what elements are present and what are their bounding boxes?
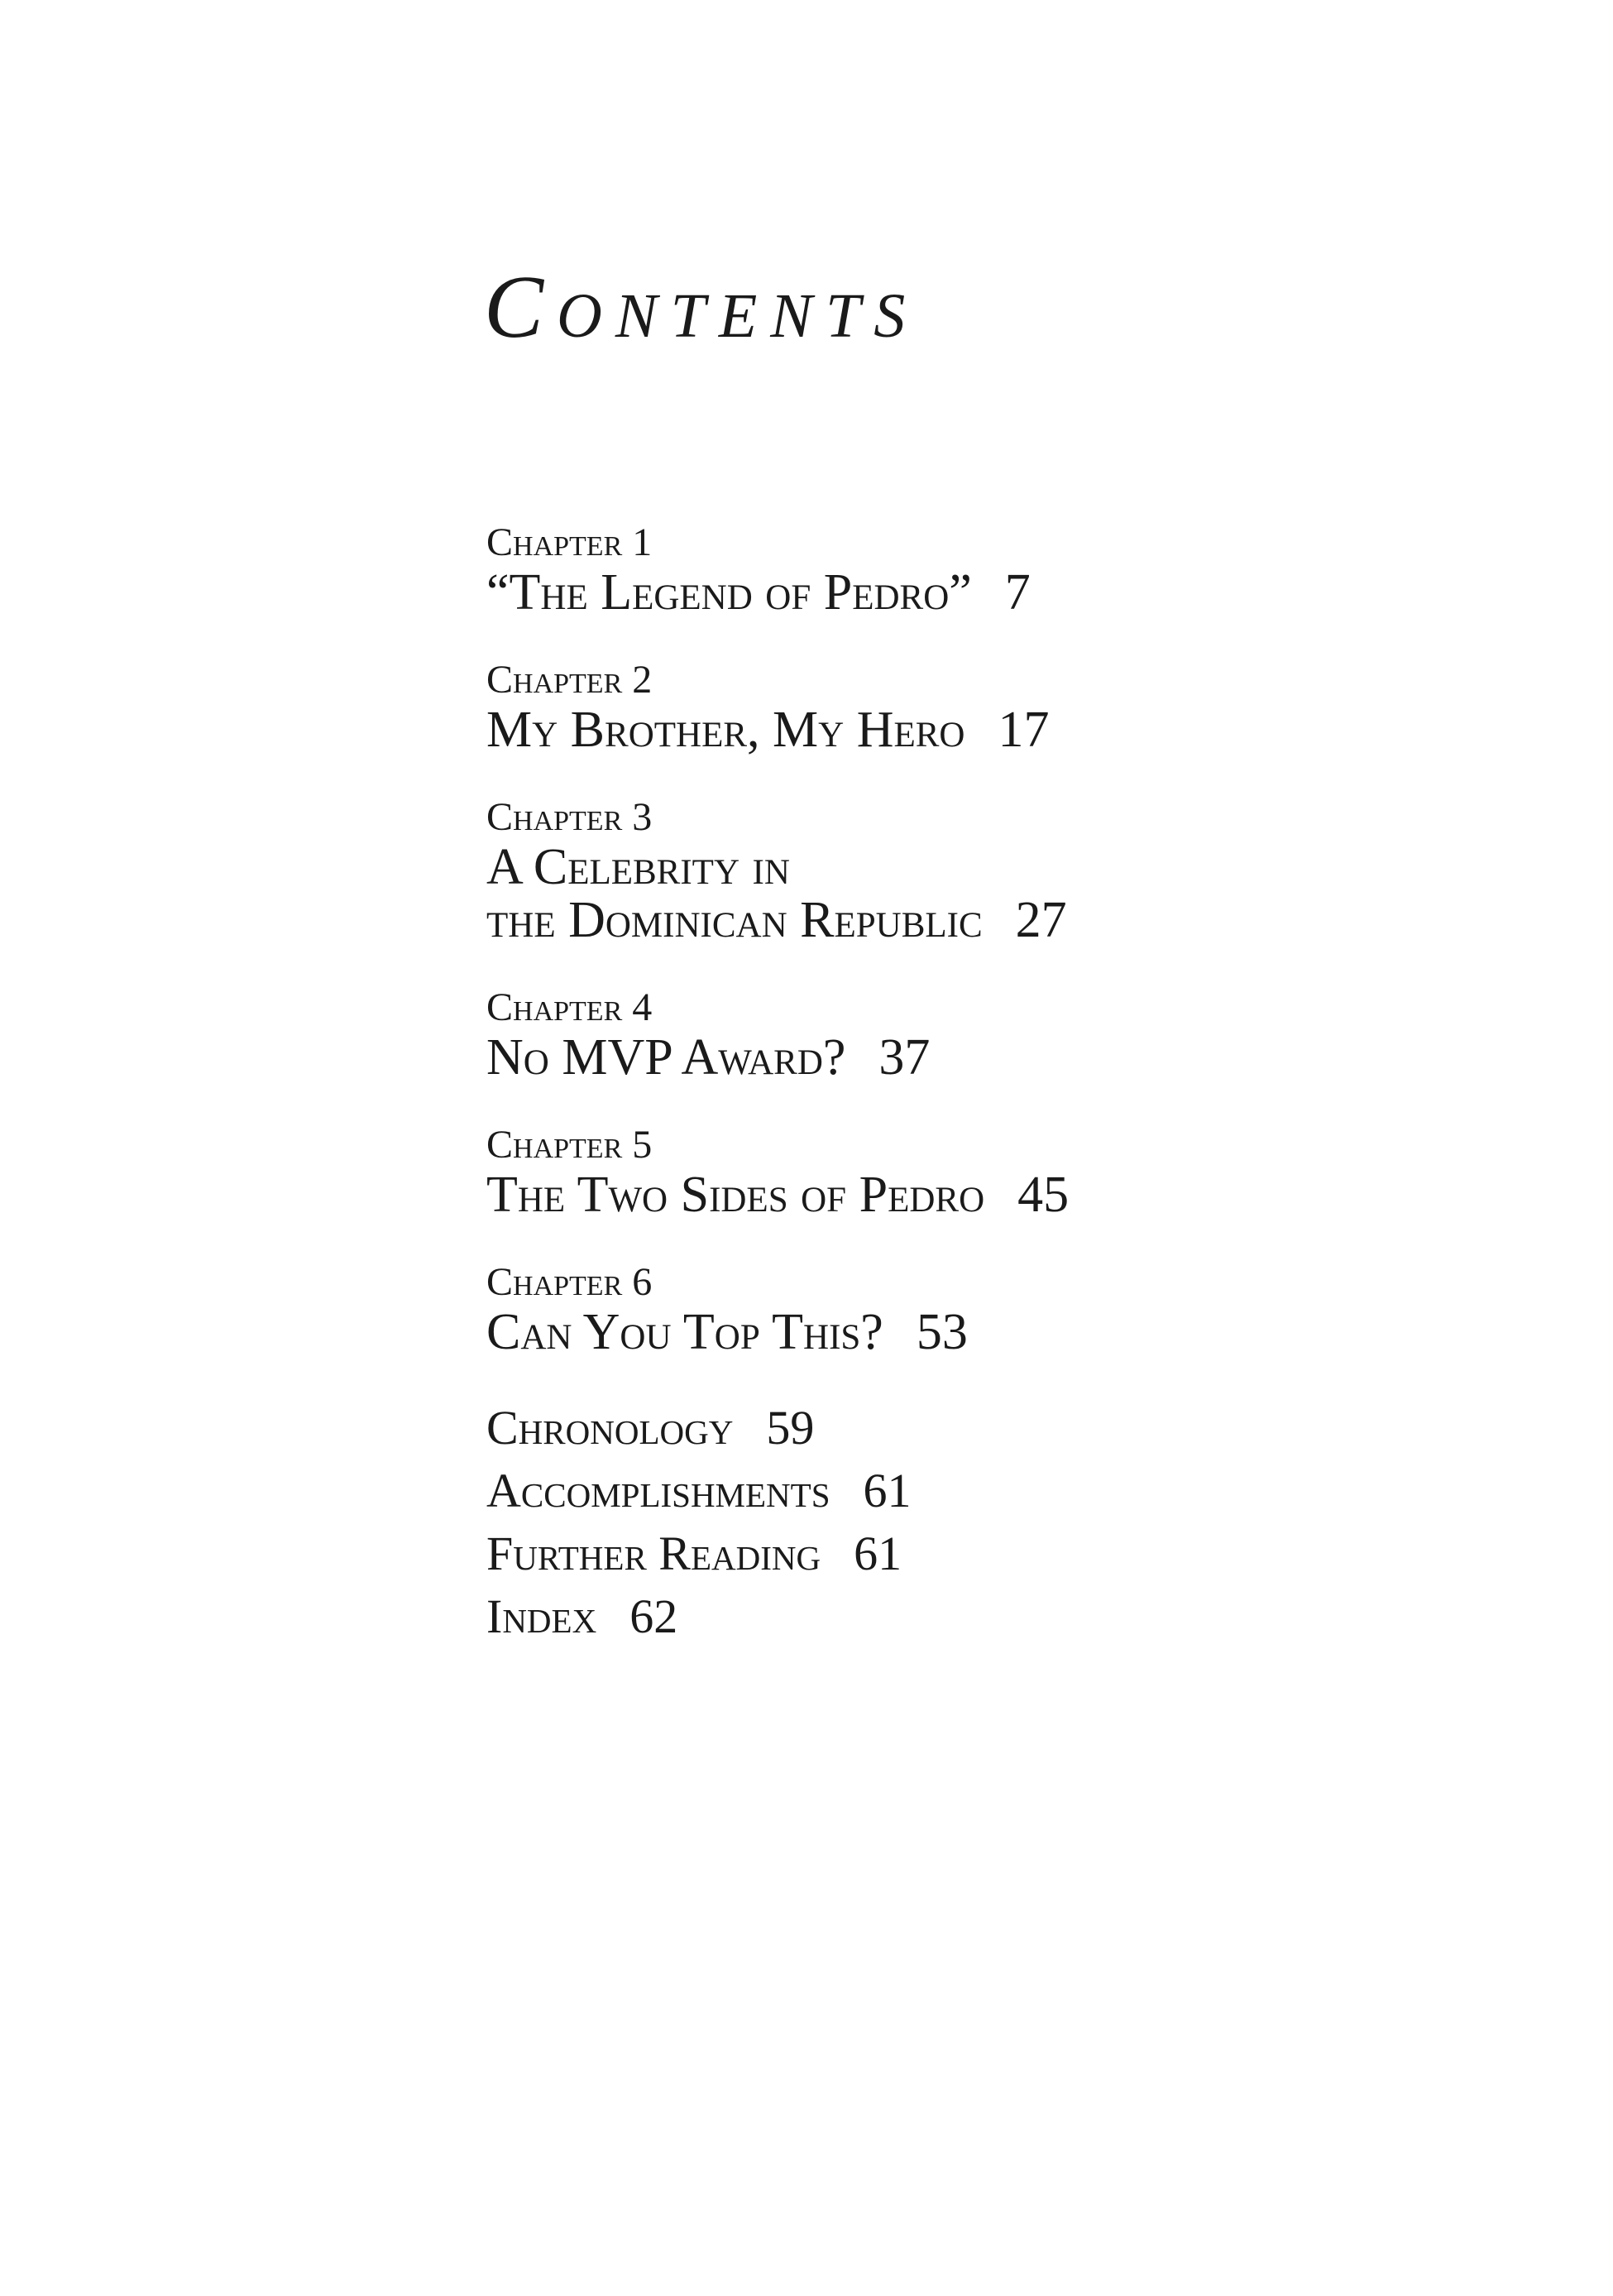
backmatter-title: Accomplishments bbox=[486, 1464, 830, 1517]
chapter-title-text: “The Legend of Pedro” bbox=[486, 564, 972, 621]
chapter-title bbox=[486, 1031, 1479, 1084]
chapter-title bbox=[486, 703, 1479, 756]
chapter-title-text: My Brother, My Hero bbox=[486, 702, 965, 758]
chapter-label: Chapter 3 bbox=[486, 795, 653, 839]
toc-entry-chapter-6[interactable] bbox=[486, 1259, 1479, 1359]
chapter-label: Chapter 4 bbox=[486, 985, 653, 1029]
chapter-title bbox=[486, 1168, 1479, 1221]
chapter-label: Chapter 1 bbox=[486, 520, 653, 564]
chapter-title-text: the Dominican Republic bbox=[486, 892, 983, 948]
chapter-title-line-2 bbox=[486, 894, 1479, 947]
chapter-title bbox=[486, 841, 1479, 947]
backmatter-list bbox=[486, 1397, 1479, 1648]
toc-entry-chapter-5[interactable] bbox=[486, 1122, 1479, 1221]
page-number: 61 bbox=[863, 1464, 912, 1517]
toc-entry-chapter-3[interactable] bbox=[486, 794, 1479, 947]
page-number: 62 bbox=[629, 1589, 678, 1643]
chapter-title-text: No MVP Award? bbox=[486, 1029, 846, 1086]
chapter-title-text: Can You Top This? bbox=[486, 1304, 883, 1360]
chapter-label: Chapter 2 bbox=[486, 658, 653, 702]
toc-entry-chapter-4[interactable] bbox=[486, 985, 1479, 1084]
toc-entry-accomplishments[interactable] bbox=[486, 1460, 1479, 1522]
chapter-title bbox=[486, 566, 1479, 619]
toc-entry-chapter-2[interactable] bbox=[486, 657, 1479, 756]
toc-entry-index[interactable] bbox=[486, 1585, 1479, 1648]
chapter-title bbox=[486, 1306, 1479, 1359]
page-number: 61 bbox=[854, 1527, 902, 1580]
toc-entry-chronology[interactable] bbox=[486, 1397, 1479, 1460]
page-number: 59 bbox=[766, 1401, 815, 1455]
page-number: 37 bbox=[878, 1029, 931, 1086]
toc-entry-further-reading[interactable] bbox=[486, 1522, 1479, 1585]
page-number: 27 bbox=[1015, 892, 1067, 948]
chapter-title-line-1: A Celebrity in bbox=[486, 839, 790, 895]
page-number: 7 bbox=[1004, 564, 1031, 621]
backmatter-title: Chronology bbox=[486, 1401, 734, 1455]
chapter-label: Chapter 5 bbox=[486, 1123, 653, 1167]
backmatter-title: Index bbox=[486, 1589, 597, 1643]
table-of-contents bbox=[486, 520, 1479, 1648]
toc-entry-chapter-1[interactable] bbox=[486, 520, 1479, 619]
backmatter-title: Further Reading bbox=[486, 1527, 821, 1580]
chapter-title-text: The Two Sides of Pedro bbox=[486, 1167, 985, 1223]
page-number: 45 bbox=[1017, 1167, 1070, 1223]
page-number: 53 bbox=[916, 1304, 968, 1360]
chapter-label: Chapter 6 bbox=[486, 1260, 653, 1304]
contents-heading: Contents bbox=[484, 258, 919, 357]
page-number: 17 bbox=[998, 702, 1050, 758]
